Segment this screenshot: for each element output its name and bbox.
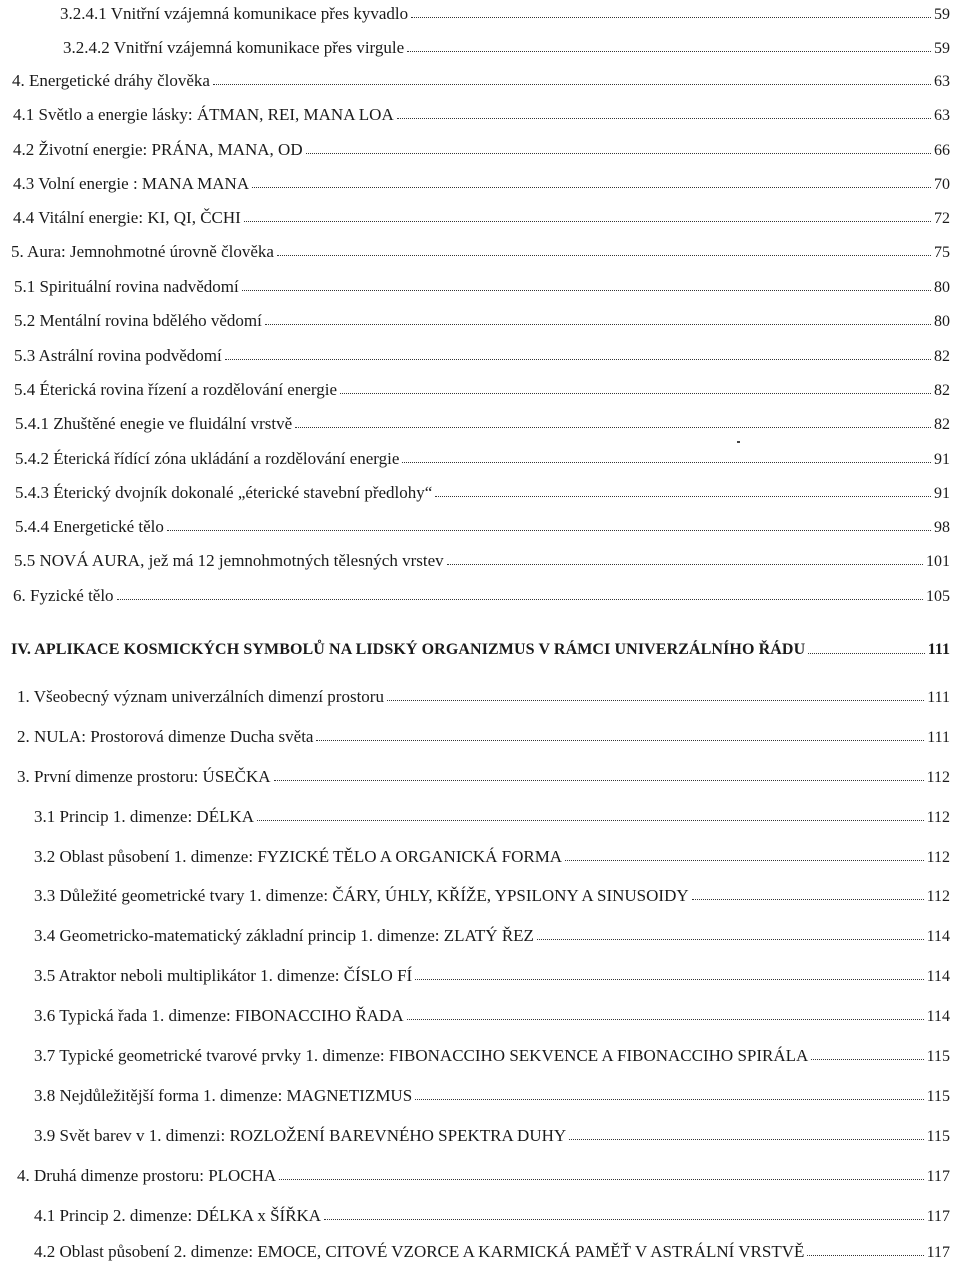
toc-entry-page: 111 bbox=[927, 729, 950, 746]
dot-leader bbox=[807, 1255, 923, 1256]
toc-entry-title: 3.3 Důležité geometrické tvary 1. dimenze: ČÁRY, ÚHLY, KŘÍŽE, YPSILONY A SINUSOIDY bbox=[34, 886, 689, 905]
toc-entry bbox=[0, 1240, 960, 1264]
toc-entry-page: 91 bbox=[934, 485, 950, 502]
toc-entry bbox=[0, 549, 960, 573]
toc-entry bbox=[0, 2, 960, 26]
toc-entry-page: 98 bbox=[934, 519, 950, 536]
dot-leader bbox=[279, 1179, 923, 1180]
toc-entry-page: 63 bbox=[934, 73, 950, 90]
toc-entry bbox=[0, 1164, 960, 1188]
dot-leader bbox=[407, 51, 931, 52]
toc-entry-title: 4.2 Oblast působení 2. dimenze: EMOCE, CITOVÉ VZORCE A KARMICKÁ PAMĚŤ V ASTRÁLNÍ VRSTVĚ bbox=[34, 1242, 805, 1261]
dot-leader bbox=[692, 899, 924, 900]
dot-leader bbox=[402, 462, 931, 463]
toc-entry bbox=[0, 240, 960, 264]
toc-entry-title: 3.4 Geometricko-matematický základní princip 1. dimenze: ZLATÝ ŘEZ bbox=[34, 926, 534, 945]
toc-entry-title: 3.9 Svět barev v 1. dimenzi: ROZLOŽENÍ BAREVNÉHO SPEKTRA DUHY bbox=[34, 1126, 567, 1145]
toc-chapter-heading bbox=[0, 638, 960, 662]
dot-leader bbox=[435, 496, 931, 497]
toc-entry-page: 117 bbox=[926, 1208, 950, 1225]
toc-entry-page: 72 bbox=[934, 210, 950, 227]
toc-entry-title: 5.4.3 Éterický dvojník dokonalé „éterické stavební předlohy“ bbox=[15, 483, 433, 502]
dot-leader bbox=[265, 324, 931, 325]
toc-entry bbox=[0, 805, 960, 829]
toc-entry bbox=[0, 685, 960, 709]
toc-entry bbox=[0, 206, 960, 230]
toc-entry-page: 66 bbox=[934, 142, 950, 159]
toc-entry-title: IV. APLIKACE KOSMICKÝCH SYMBOLŮ NA LIDSKÝ ORGANIZMUS V RÁMCI UNIVERZÁLNÍHO ŘÁDU bbox=[11, 641, 806, 658]
toc-entry-page: 82 bbox=[934, 382, 950, 399]
dot-leader bbox=[415, 979, 923, 980]
dot-leader bbox=[340, 393, 931, 394]
dot-leader bbox=[117, 599, 923, 600]
toc-entry bbox=[0, 344, 960, 368]
toc-entry bbox=[0, 309, 960, 333]
toc-entry-page: 112 bbox=[926, 849, 950, 866]
toc-entry-page: 112 bbox=[926, 888, 950, 905]
toc-entry-title: 4.4 Vitální energie: KI, QI, ČCHI bbox=[13, 208, 241, 227]
dot-leader bbox=[167, 530, 931, 531]
dot-leader bbox=[242, 290, 931, 291]
toc-entry bbox=[0, 1204, 960, 1228]
toc-entry bbox=[0, 845, 960, 869]
toc-entry bbox=[0, 964, 960, 988]
toc-entry bbox=[0, 447, 960, 471]
toc-entry-title: 3.1 Princip 1. dimenze: DÉLKA bbox=[34, 807, 255, 826]
toc-entry-page: 115 bbox=[926, 1088, 950, 1105]
dot-leader bbox=[447, 564, 923, 565]
toc-entry-page: 111 bbox=[927, 641, 950, 658]
toc-entry bbox=[0, 36, 960, 60]
dot-leader bbox=[565, 860, 924, 861]
toc-entry-title: 3.8 Nejdůležitější forma 1. dimenze: MAGNETIZMUS bbox=[34, 1086, 413, 1105]
toc-entry-page: 112 bbox=[926, 769, 950, 786]
toc-entry-page: 59 bbox=[934, 6, 950, 23]
dot-leader bbox=[274, 780, 924, 781]
toc-entry-title: 5.4.4 Energetické tělo bbox=[15, 517, 164, 536]
toc-entry-page: 82 bbox=[934, 416, 950, 433]
toc-entry-title: 3.2 Oblast působení 1. dimenze: FYZICKÉ TĚLO A ORGANICKÁ FORMA bbox=[34, 847, 563, 866]
dot-leader bbox=[537, 939, 924, 940]
toc-entry-title: 2. NULA: Prostorová dimenze Ducha světa bbox=[17, 727, 314, 746]
dot-leader bbox=[252, 187, 931, 188]
toc-entry-title: 3.2.4.2 Vnitřní vzájemná komunikace přes virgule bbox=[63, 38, 405, 57]
toc-entry-page: 101 bbox=[926, 553, 950, 570]
toc-entry-page: 111 bbox=[927, 689, 950, 706]
toc-entry-page: 75 bbox=[934, 244, 950, 261]
toc-entry bbox=[0, 584, 960, 608]
toc-entry-title: 5.5 NOVÁ AURA, jež má 12 jemnohmotných tělesných vrstev bbox=[14, 551, 444, 570]
toc-entry-title: 4.1 Princip 2. dimenze: DÉLKA x ŠÍŘKA bbox=[34, 1206, 322, 1225]
toc-entry-title: 3.6 Typická řada 1. dimenze: FIBONACCIHO ŘADA bbox=[34, 1006, 404, 1025]
dot-leader bbox=[407, 1019, 924, 1020]
toc-entry-title: 5.3 Astrální rovina podvědomí bbox=[14, 346, 222, 365]
dot-leader bbox=[397, 118, 931, 119]
dot-leader bbox=[411, 17, 931, 18]
toc-entry-title: 5.4 Éterická rovina řízení a rozdělování energie bbox=[14, 380, 338, 399]
toc-entry bbox=[0, 765, 960, 789]
toc-entry-page: 80 bbox=[934, 313, 950, 330]
dot-leader bbox=[277, 255, 931, 256]
dot-leader bbox=[415, 1099, 923, 1100]
toc-entry bbox=[0, 412, 960, 436]
dot-leader bbox=[324, 1219, 924, 1220]
toc-entry bbox=[0, 1004, 960, 1028]
toc-entry-title: 5. Aura: Jemnohmotné úrovně člověka bbox=[11, 242, 274, 261]
toc-entry-title: 4. Druhá dimenze prostoru: PLOCHA bbox=[17, 1166, 277, 1185]
toc-entry-page: 114 bbox=[926, 968, 950, 985]
toc-entry bbox=[0, 924, 960, 948]
toc-entry-page: 117 bbox=[926, 1244, 950, 1261]
toc-entry bbox=[0, 1124, 960, 1148]
dot-leader bbox=[316, 740, 924, 741]
toc-entry-title: 4.3 Volní energie : MANA MANA bbox=[13, 174, 250, 193]
toc-entry-page: 63 bbox=[934, 107, 950, 124]
toc-entry bbox=[0, 481, 960, 505]
dot-leader bbox=[257, 820, 924, 821]
toc-entry-page: 82 bbox=[934, 348, 950, 365]
toc-entry bbox=[0, 275, 960, 299]
toc-entry-page: 59 bbox=[934, 40, 950, 57]
toc-entry-page: 91 bbox=[934, 451, 950, 468]
toc-entry-title: 3.2.4.1 Vnitřní vzájemná komunikace přes kyvadlo bbox=[60, 4, 409, 23]
dot-leader bbox=[225, 359, 931, 360]
toc-entry-title: 5.2 Mentální rovina bdělého vědomí bbox=[14, 311, 262, 330]
toc-entry-title: 4.2 Životní energie: PRÁNA, MANA, OD bbox=[13, 140, 303, 159]
dot-leader bbox=[387, 700, 924, 701]
toc-entry-page: 115 bbox=[926, 1048, 950, 1065]
dot-leader bbox=[244, 221, 931, 222]
toc-entry-page: 114 bbox=[926, 1008, 950, 1025]
toc-entry bbox=[0, 884, 960, 908]
toc-entry bbox=[0, 172, 960, 196]
dot-leader bbox=[808, 653, 925, 654]
dot-leader bbox=[306, 153, 931, 154]
toc-entry bbox=[0, 725, 960, 749]
dot-leader bbox=[569, 1139, 923, 1140]
toc-entry-title: 4.1 Světlo a energie lásky: ÁTMAN, REI, MANA LOA bbox=[13, 105, 394, 124]
toc-entry-page: 115 bbox=[926, 1128, 950, 1145]
toc-entry-title: 6. Fyzické tělo bbox=[13, 586, 114, 605]
print-speck bbox=[737, 441, 740, 443]
toc-entry-page: 70 bbox=[934, 176, 950, 193]
toc-entry-title: 5.1 Spirituální rovina nadvědomí bbox=[14, 277, 239, 296]
toc-entry-page: 117 bbox=[926, 1168, 950, 1185]
toc-entry bbox=[0, 378, 960, 402]
toc-entry-title: 3.5 Atraktor neboli multiplikátor 1. dimenze: ČÍSLO FÍ bbox=[34, 966, 413, 985]
toc-entry bbox=[0, 103, 960, 127]
toc-entry-title: 5.4.1 Zhuštěné enegie ve fluidální vrstvě bbox=[15, 414, 293, 433]
toc-entry bbox=[0, 1084, 960, 1108]
dot-leader bbox=[213, 84, 931, 85]
toc-entry-page: 114 bbox=[926, 928, 950, 945]
dot-leader bbox=[295, 427, 931, 428]
toc-entry-title: 4. Energetické dráhy člověka bbox=[12, 71, 210, 90]
toc-entry-title: 1. Všeobecný význam univerzálních dimenzí prostoru bbox=[17, 687, 384, 706]
toc-entry bbox=[0, 1044, 960, 1068]
toc-entry bbox=[0, 69, 960, 93]
toc-entry-title: 5.4.2 Éterická řídící zóna ukládání a rozdělování energie bbox=[15, 449, 400, 468]
toc-entry bbox=[0, 515, 960, 539]
toc-entry-page: 112 bbox=[926, 809, 950, 826]
toc-entry-title: 3. První dimenze prostoru: ÚSEČKA bbox=[17, 767, 271, 786]
toc-entry-title: 3.7 Typické geometrické tvarové prvky 1. dimenze: FIBONACCIHO SEKVENCE A FIBONACCIHO SPIRÁLA bbox=[34, 1046, 809, 1065]
toc-entry bbox=[0, 138, 960, 162]
toc-entry-page: 105 bbox=[926, 588, 950, 605]
toc-entry-page: 80 bbox=[934, 279, 950, 296]
dot-leader bbox=[811, 1059, 923, 1060]
